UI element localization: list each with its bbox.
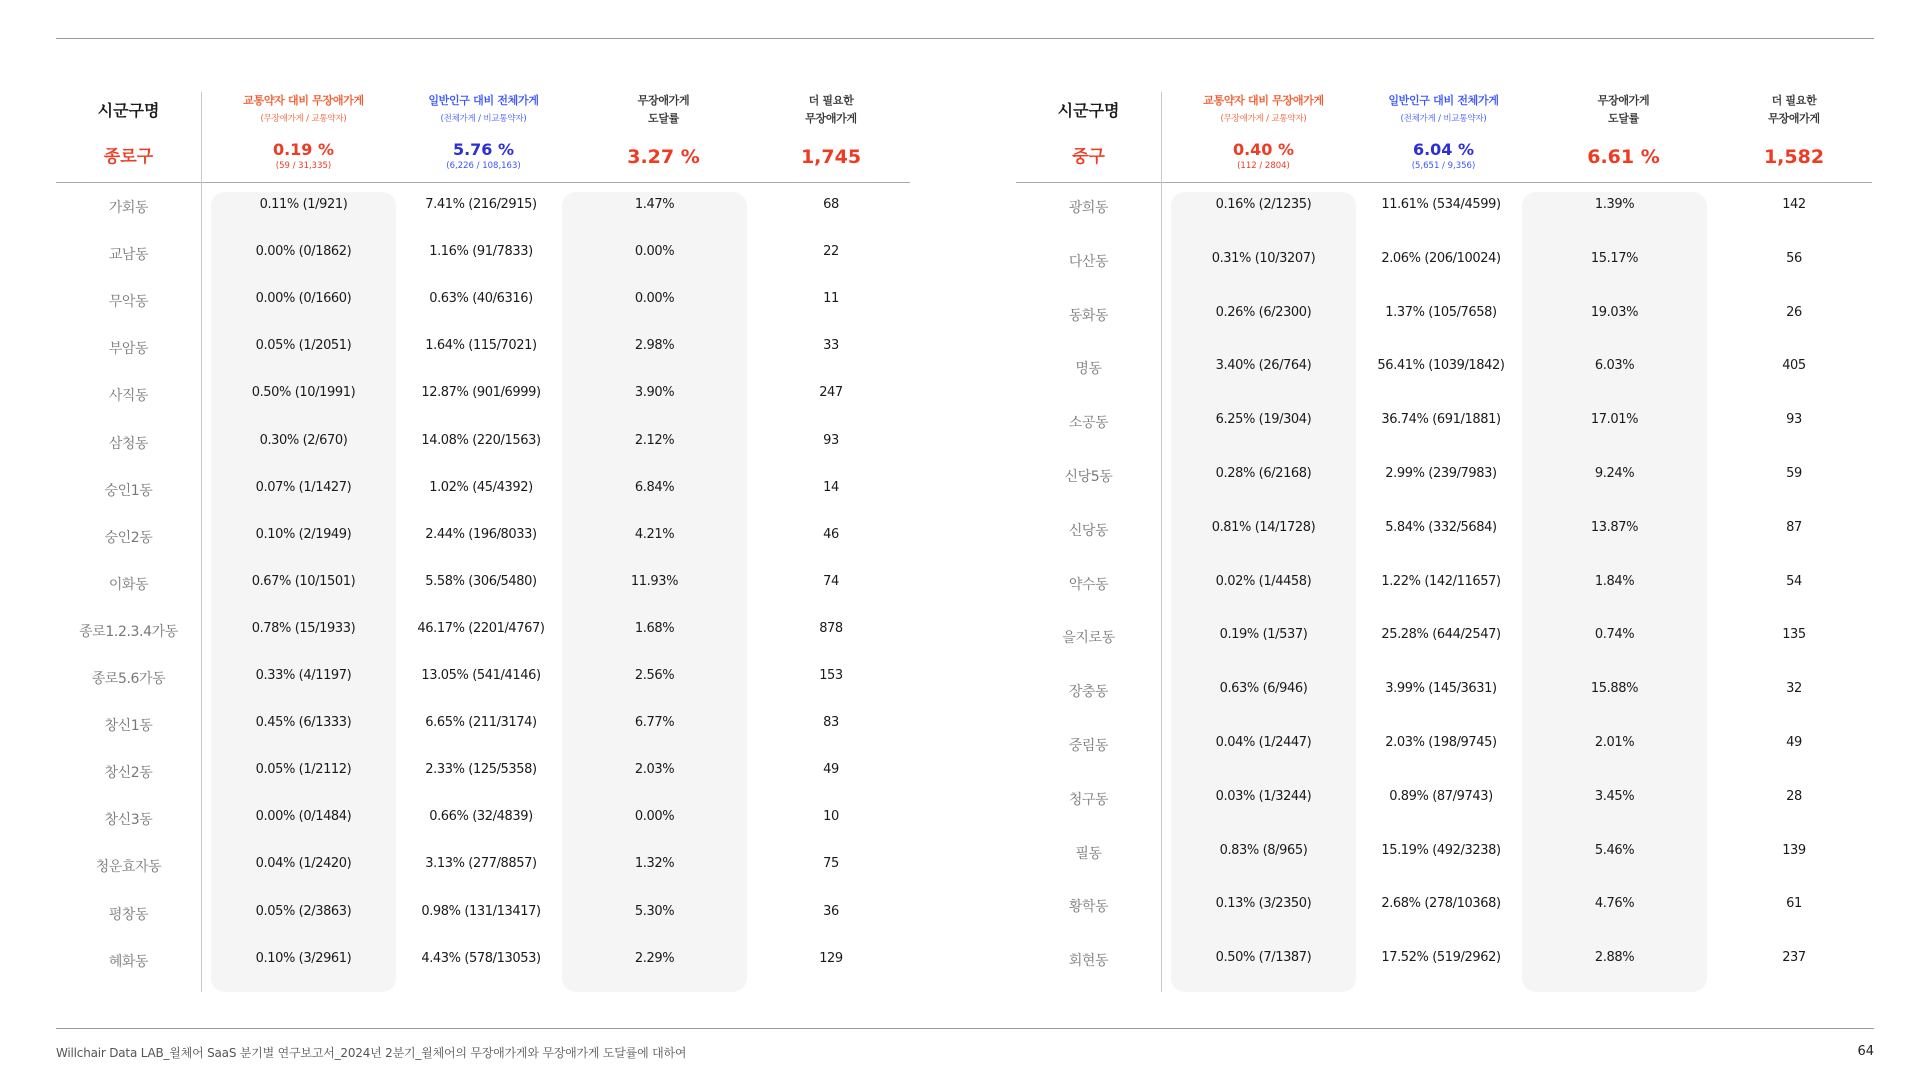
row-reach: 2.29%	[634, 950, 675, 966]
row-reach: 3.90%	[634, 385, 675, 401]
header-name-col	[1016, 92, 1161, 138]
row-reach: 15.88%	[1590, 681, 1639, 697]
left-table-panel	[56, 92, 910, 970]
row-ratio: 0.16% (2/1235)	[1215, 197, 1312, 212]
row-general: 4.43% (578/13053)	[421, 950, 541, 966]
row-need: 878	[819, 620, 843, 636]
row-general: 14.08% (220/1563)	[421, 432, 541, 448]
row-name: 을지로동	[1062, 630, 1115, 647]
row-ratio: 0.81% (14/1728)	[1211, 519, 1316, 535]
row-reach: 0.74%	[1594, 627, 1635, 643]
row-general: 1.16% (91/7833)	[429, 244, 533, 260]
header-name-col	[56, 92, 201, 138]
district-name: 종로구	[103, 147, 154, 167]
row-need: 405	[1782, 358, 1806, 374]
table-row	[1016, 412, 1872, 432]
table-row	[1016, 950, 1872, 970]
row-ratio: 0.10% (2/1949)	[255, 526, 352, 542]
row-need: 11	[823, 291, 839, 307]
row-ratio: 0.30% (2/670)	[259, 432, 348, 448]
row-general: 12.87% (901/6999)	[421, 385, 541, 401]
ratio-summary	[211, 92, 396, 182]
row-general: 1.22% (142/11657)	[1381, 573, 1501, 589]
header-ratio-title: 교통약자 대비 무장애가게	[243, 94, 364, 107]
row-reach: 15.17%	[1590, 250, 1639, 266]
row-name: 종로1.2.3.4가동	[79, 623, 178, 640]
row-general: 0.98% (131/13417)	[421, 903, 541, 919]
table-header	[56, 92, 910, 182]
row-need: 75	[823, 856, 839, 872]
row-reach: 2.03%	[634, 762, 675, 778]
row-ratio: 0.45% (6/1333)	[255, 715, 352, 731]
table-row	[1016, 520, 1872, 540]
general-summary	[1356, 92, 1531, 182]
row-ratio: 0.00% (0/1484)	[255, 809, 352, 825]
row-need: 135	[1782, 627, 1806, 643]
reach-summary	[571, 92, 756, 182]
table-body	[56, 192, 910, 992]
row-reach: 4.21%	[634, 526, 675, 542]
row-need: 28	[1786, 788, 1802, 804]
row-need: 22	[823, 244, 839, 260]
row-name: 사직동	[108, 388, 149, 405]
header-ratio-sub: (무장애가게 / 교통약자)	[1220, 114, 1307, 124]
header-reach-title-2: 도달률	[1608, 112, 1639, 125]
table-row	[56, 480, 910, 500]
footer-text: Willchair Data LAB_윌체어 SaaS 분기별 연구보고서_2024년 2분기_윌체어의 무장애가게와 무장애가게 도달률에 대하여	[56, 1046, 687, 1060]
row-need: 10	[823, 809, 839, 825]
row-name: 소공동	[1068, 415, 1109, 432]
table-row	[56, 385, 910, 405]
row-name: 혜화동	[108, 953, 149, 970]
row-need: 59	[1786, 466, 1802, 481]
row-general: 1.02% (45/4392)	[429, 479, 533, 495]
table-row	[56, 244, 910, 264]
row-reach: 2.88%	[1594, 950, 1635, 966]
row-name: 평창동	[108, 906, 149, 923]
table-row	[56, 951, 910, 971]
row-ratio: 0.11% (1/921)	[259, 197, 348, 212]
row-need: 237	[1782, 950, 1806, 966]
row-reach: 1.68%	[634, 620, 675, 636]
table-row	[1016, 843, 1872, 863]
row-ratio: 0.05% (1/2051)	[255, 338, 352, 354]
row-reach: 13.87%	[1590, 519, 1639, 535]
row-reach: 1.39%	[1594, 197, 1635, 212]
row-ratio: 0.07% (1/1427)	[255, 479, 352, 495]
district-name: 중구	[1072, 147, 1105, 167]
table-row	[1016, 627, 1872, 647]
row-need: 68	[823, 197, 839, 212]
row-ratio: 0.00% (0/1660)	[255, 291, 352, 307]
row-name: 장충동	[1068, 684, 1109, 701]
row-general: 5.84% (332/5684)	[1385, 519, 1497, 535]
row-name: 가회동	[108, 200, 149, 216]
row-name: 다산동	[1068, 253, 1109, 270]
table-row	[56, 856, 910, 876]
row-ratio: 0.31% (10/3207)	[1211, 250, 1316, 266]
table-row	[1016, 358, 1872, 378]
row-need: 54	[1786, 573, 1802, 589]
table-row	[56, 621, 910, 641]
row-name: 청운효자동	[95, 859, 162, 876]
row-name: 무악동	[108, 294, 149, 311]
row-ratio: 0.10% (3/2961)	[255, 950, 352, 966]
header-divider	[56, 182, 910, 183]
table-row	[56, 904, 910, 924]
row-reach: 6.84%	[634, 479, 675, 495]
table-row	[1016, 574, 1872, 594]
table-row	[1016, 466, 1872, 486]
row-general: 2.99% (239/7983)	[1385, 466, 1497, 481]
row-name: 삼청동	[108, 435, 149, 452]
row-need: 32	[1786, 681, 1802, 697]
row-general: 56.41% (1039/1842)	[1377, 358, 1505, 374]
footer-rule	[56, 1028, 1874, 1029]
row-reach: 5.46%	[1594, 842, 1635, 858]
header-district-label: 시군구명	[1057, 101, 1120, 120]
row-ratio: 0.63% (6/946)	[1219, 681, 1308, 697]
row-name: 교남동	[108, 247, 149, 264]
table-row	[56, 809, 910, 829]
row-name: 신당동	[1068, 522, 1109, 539]
row-reach: 2.98%	[634, 338, 675, 354]
row-name: 동화동	[1068, 307, 1109, 324]
header-district-label: 시군구명	[97, 101, 160, 120]
row-need: 153	[819, 668, 843, 683]
header-reach-title-1: 무장애가게	[1597, 94, 1650, 107]
right-table-panel	[1016, 92, 1872, 970]
row-name: 명동	[1075, 361, 1102, 378]
row-general: 17.52% (519/2962)	[1381, 950, 1501, 966]
row-name: 황학동	[1068, 899, 1109, 916]
reach-summary-value: 6.61 %	[1587, 146, 1660, 168]
row-general: 3.13% (277/8857)	[425, 856, 537, 872]
row-need: 14	[823, 479, 839, 495]
row-reach: 6.03%	[1594, 358, 1635, 374]
ratio-summary	[1171, 92, 1356, 182]
row-need: 74	[823, 573, 839, 589]
row-need: 49	[823, 762, 839, 778]
row-need: 87	[1786, 519, 1802, 535]
header-ratio-sub: (무장애가게 / 교통약자)	[260, 114, 347, 124]
row-ratio: 6.25% (19/304)	[1215, 412, 1312, 428]
row-need: 56	[1786, 250, 1802, 266]
row-need: 61	[1786, 896, 1802, 912]
row-name: 필동	[1075, 845, 1102, 862]
header-general-title: 일반인구 대비 전체가게	[428, 94, 539, 107]
row-name: 숭인2동	[104, 529, 153, 546]
table-row	[56, 715, 910, 735]
table-row	[56, 197, 910, 217]
reach-summary-value: 3.27 %	[627, 146, 700, 168]
need-summary	[756, 92, 906, 182]
header-need-title-2: 무장애가게	[1768, 112, 1820, 125]
table-header	[1016, 92, 1872, 182]
row-ratio: 0.33% (4/1197)	[255, 668, 352, 683]
row-general: 7.41% (216/2915)	[425, 197, 537, 212]
row-general: 1.64% (115/7021)	[425, 338, 537, 354]
header-general-title: 일반인구 대비 전체가게	[1388, 94, 1499, 107]
need-summary-value: 1,745	[800, 146, 862, 168]
table-row	[1016, 197, 1872, 217]
page-number: 64	[1857, 1044, 1874, 1059]
row-ratio: 0.04% (1/2420)	[255, 856, 352, 872]
row-general: 2.33% (125/5358)	[425, 762, 537, 778]
general-summary-detail: (6,226 / 108,163)	[446, 161, 521, 171]
ratio-summary-value: 0.40 %	[1232, 140, 1295, 159]
row-reach: 2.56%	[634, 668, 675, 683]
row-reach: 6.77%	[634, 715, 675, 731]
table-row	[1016, 305, 1872, 325]
row-ratio: 0.05% (1/2112)	[255, 762, 352, 778]
row-ratio: 0.03% (1/3244)	[1215, 788, 1312, 804]
row-need: 247	[819, 385, 843, 401]
row-reach: 2.12%	[634, 432, 675, 448]
row-general: 25.28% (644/2547)	[1381, 627, 1501, 643]
row-reach: 11.93%	[630, 573, 679, 589]
row-need: 83	[823, 715, 839, 731]
row-reach: 1.84%	[1594, 573, 1635, 589]
row-general: 15.19% (492/3238)	[1381, 842, 1501, 858]
header-general-sub: (전체가게 / 비교통약자)	[440, 114, 527, 124]
table-row	[56, 527, 910, 547]
table-row	[1016, 735, 1872, 755]
table-row	[56, 433, 910, 453]
table-body	[1016, 192, 1872, 992]
row-name: 신당5동	[1064, 469, 1113, 485]
row-ratio: 0.04% (1/2447)	[1215, 735, 1312, 750]
header-reach-title-1: 무장애가게	[637, 94, 690, 107]
row-name: 이화동	[108, 576, 149, 593]
row-need: 93	[823, 432, 839, 448]
table-row	[56, 668, 910, 688]
row-reach: 0.00%	[634, 291, 675, 307]
row-reach: 3.45%	[1594, 788, 1635, 804]
general-summary-value: 6.04 %	[1412, 140, 1475, 159]
table-row	[1016, 789, 1872, 809]
table-row	[56, 574, 910, 594]
row-need: 139	[1782, 842, 1806, 858]
row-ratio: 0.13% (3/2350)	[1215, 896, 1312, 912]
row-general: 36.74% (691/1881)	[1381, 412, 1501, 428]
row-reach: 19.03%	[1590, 304, 1639, 320]
row-general: 3.99% (145/3631)	[1385, 681, 1497, 697]
ratio-summary-detail: (59 / 31,335)	[275, 161, 332, 171]
row-name: 숭인1동	[104, 482, 153, 499]
row-reach: 5.30%	[634, 903, 675, 919]
row-need: 93	[1786, 412, 1802, 428]
ratio-summary-detail: (112 / 2804)	[1237, 161, 1290, 171]
header-general-sub: (전체가게 / 비교통약자)	[1400, 114, 1487, 124]
row-name: 부암동	[108, 341, 149, 358]
row-general: 46.17% (2201/4767)	[417, 620, 545, 636]
row-reach: 0.00%	[634, 244, 675, 260]
row-name: 창신3동	[104, 812, 153, 829]
row-name: 약수동	[1068, 576, 1109, 593]
row-ratio: 0.83% (8/965)	[1219, 842, 1308, 858]
table-row	[56, 338, 910, 358]
row-general: 0.63% (40/6316)	[429, 291, 533, 307]
row-ratio: 3.40% (26/764)	[1215, 358, 1312, 374]
row-reach: 17.01%	[1590, 412, 1639, 428]
row-need: 142	[1782, 197, 1806, 212]
top-rule	[56, 38, 1874, 39]
header-ratio-title: 교통약자 대비 무장애가게	[1203, 94, 1324, 107]
row-general: 5.58% (306/5480)	[425, 573, 537, 589]
row-need: 49	[1786, 735, 1802, 750]
table-row	[1016, 251, 1872, 271]
row-ratio: 0.05% (2/3863)	[255, 903, 352, 919]
row-general: 2.03% (198/9745)	[1385, 735, 1497, 750]
row-reach: 9.24%	[1594, 466, 1635, 481]
header-need-title-1: 더 필요한	[1771, 94, 1817, 107]
table-row	[56, 762, 910, 782]
row-name: 청구동	[1068, 791, 1109, 808]
table-row	[1016, 681, 1872, 701]
row-general: 11.61% (534/4599)	[1381, 197, 1501, 212]
row-reach: 1.32%	[634, 856, 675, 872]
row-name: 종로5.6가동	[91, 671, 166, 687]
general-summary	[396, 92, 571, 182]
row-reach: 4.76%	[1594, 896, 1635, 912]
row-name: 회현동	[1068, 953, 1109, 970]
row-ratio: 0.50% (7/1387)	[1215, 950, 1312, 966]
need-summary-value: 1,582	[1763, 146, 1825, 168]
ratio-summary-value: 0.19 %	[272, 140, 335, 159]
row-ratio: 0.02% (1/4458)	[1215, 573, 1312, 589]
row-ratio: 0.78% (15/1933)	[251, 620, 356, 636]
row-general: 6.65% (211/3174)	[425, 715, 537, 731]
row-name: 광희동	[1068, 200, 1109, 216]
header-need-title-1: 더 필요한	[808, 94, 854, 107]
row-general: 13.05% (541/4146)	[421, 668, 541, 683]
row-ratio: 0.28% (6/2168)	[1215, 466, 1312, 481]
row-general: 0.66% (32/4839)	[429, 809, 533, 825]
row-name: 창신2동	[104, 765, 153, 782]
row-ratio: 0.00% (0/1862)	[255, 244, 352, 260]
row-name: 중림동	[1068, 738, 1109, 754]
row-reach: 2.01%	[1594, 735, 1635, 750]
row-ratio: 0.50% (10/1991)	[251, 385, 356, 401]
row-need: 46	[823, 526, 839, 542]
row-name: 창신1동	[104, 718, 153, 735]
row-need: 36	[823, 903, 839, 919]
row-ratio: 0.19% (1/537)	[1219, 627, 1308, 643]
row-general: 1.37% (105/7658)	[1385, 304, 1497, 320]
header-reach-title-2: 도달률	[648, 112, 679, 125]
general-summary-detail: (5,651 / 9,356)	[1411, 161, 1476, 171]
row-general: 2.68% (278/10368)	[1381, 896, 1501, 912]
row-ratio: 0.67% (10/1501)	[251, 573, 356, 589]
row-general: 2.44% (196/8033)	[425, 526, 537, 542]
row-reach: 0.00%	[634, 809, 675, 825]
row-general: 0.89% (87/9743)	[1389, 788, 1493, 804]
header-need-title-2: 무장애가게	[805, 112, 857, 125]
reach-summary	[1531, 92, 1716, 182]
row-need: 26	[1786, 304, 1802, 320]
row-reach: 1.47%	[634, 197, 675, 212]
row-ratio: 0.26% (6/2300)	[1215, 304, 1312, 320]
row-need: 33	[823, 338, 839, 354]
table-row	[1016, 896, 1872, 916]
need-summary	[1716, 92, 1872, 182]
header-divider	[1016, 182, 1872, 183]
row-general: 2.06% (206/10024)	[1381, 250, 1501, 266]
row-need: 129	[819, 950, 843, 966]
table-row	[56, 291, 910, 311]
general-summary-value: 5.76 %	[452, 140, 515, 159]
